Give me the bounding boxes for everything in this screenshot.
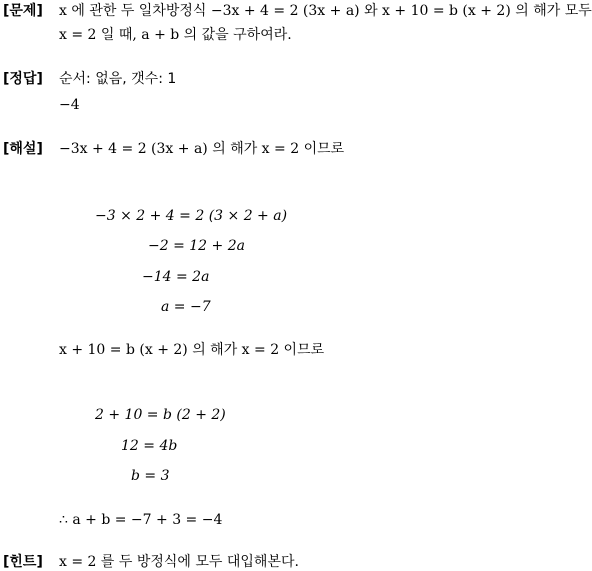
solution-equation-1: −3 × 2 + 4 = 2 (3 × 2 + a) [95,208,288,224]
problem-label: [문제] [3,3,43,19]
solution-equation-5: 2 + 10 = b (2 + 2) [95,407,226,423]
solution-conclusion: ∴ a + b = −7 + 3 = −4 [59,512,223,528]
answer-label: [정답] [3,71,43,87]
hint-label: [힌트] [3,554,43,570]
solution-equation-7: b = 3 [131,468,170,484]
solution-label: [해설] [3,141,43,157]
solution-intro-1: −3x + 4 = 2 (3x + a) 의 해가 x = 2 이므로 [59,141,345,157]
solution-equation-6: 12 = 4b [121,438,178,454]
solution-equation-4: a = −7 [161,299,211,315]
problem-line-1: x 에 관한 두 일차방정식 −3x + 4 = 2 (3x + a) 와 x + 10 = b (x + 2) 의 해가 모두 [59,3,592,19]
hint-text: x = 2 를 두 방정식에 모두 대입해본다. [59,554,299,570]
solution-equation-2: −2 = 12 + 2a [148,238,245,254]
answer-meta: 순서: 없음, 갯수: 1 [59,71,177,87]
answer-value: −4 [59,97,80,113]
solution-intro-2: x + 10 = b (x + 2) 의 해가 x = 2 이므로 [59,342,325,358]
solution-equation-3: −14 = 2a [142,269,210,285]
problem-line-2: x = 2 일 때, a + b 의 값을 구하여라. [59,27,292,43]
